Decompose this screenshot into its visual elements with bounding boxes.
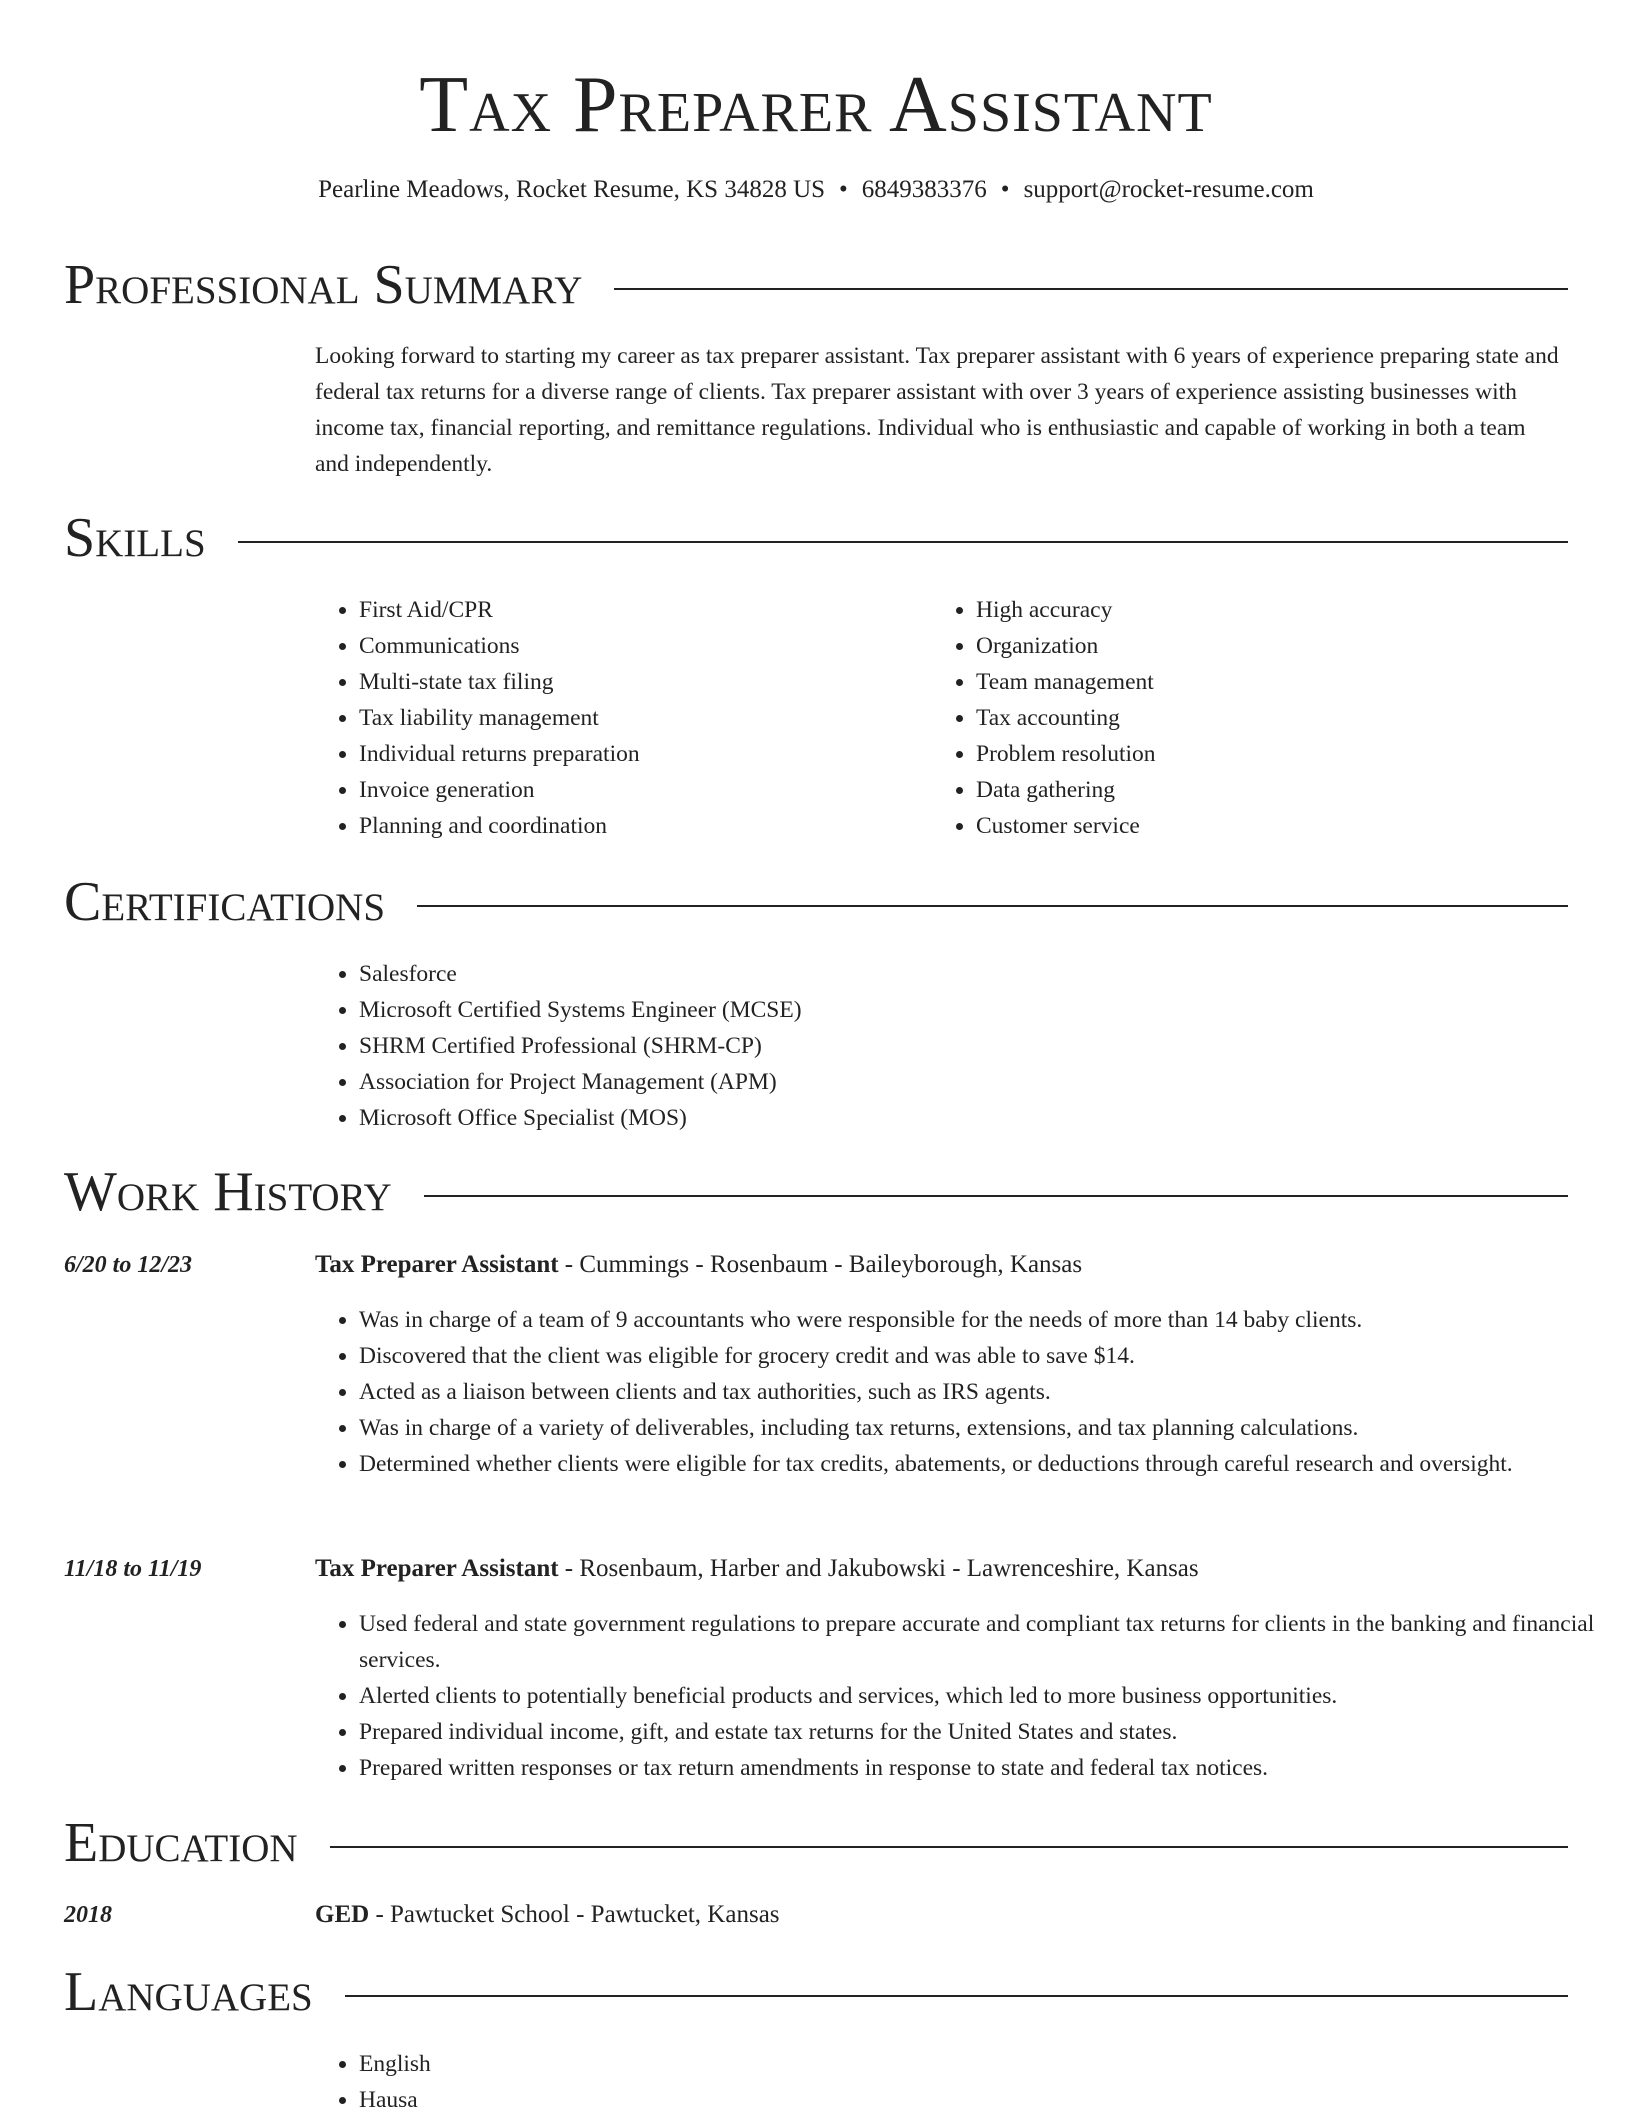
job-bullet: • Determined whether clients were eligible for tax credits, abatements, or deductions through careful research and oversight. xyxy=(359,1446,1609,1482)
job-bullet: • Alerted clients to potentially beneficial products and services, which led to more business opportunities. xyxy=(359,1678,1609,1714)
contact-phone: 6849383376 xyxy=(861,176,987,203)
certifications-list xyxy=(315,956,1259,1136)
summary-text: Looking forward to starting my career as tax preparer assistant. Tax preparer assistant with 6 years of experience preparing state and federal tax returns for a diverse range of clients. Tax preparer assistant with over 3 years of experience assisting businesses with income tax, financial reporting, and remittance regulations. Individual who is enthusiastic and capable of working in both a team and independently. xyxy=(315,343,1559,477)
skill-item: • Customer service xyxy=(976,808,1576,844)
skill-item: • Individual returns preparation xyxy=(359,736,919,772)
section-divider xyxy=(614,288,1568,290)
summary-section-header xyxy=(64,250,1568,320)
job-dates: 11/18 to 11/19 xyxy=(64,1556,202,1582)
job-title-line xyxy=(315,1247,1565,1283)
certification-item: • Microsoft Certified Systems Engineer (MCSE) xyxy=(359,992,1259,1028)
job-bullet: • Prepared written responses or tax return amendments in response to state and federal tax notices. xyxy=(359,1750,1609,1786)
skill-item: • Team management xyxy=(976,664,1576,700)
job-dates: 6/20 to 12/23 xyxy=(64,1252,193,1278)
job-title-line xyxy=(315,1551,1565,1587)
education-line xyxy=(315,1897,1565,1933)
section-title-education: Education xyxy=(64,1812,298,1874)
language-item: • English xyxy=(359,2046,959,2082)
skill-item: • Organization xyxy=(976,628,1576,664)
certification-item: • SHRM Certified Professional (SHRM-CP) xyxy=(359,1028,1259,1064)
contact-email: support@rocket-resume.com xyxy=(1023,176,1314,203)
contact-separator: • xyxy=(1000,176,1010,203)
section-title-work-history: Work History xyxy=(64,1161,392,1223)
skills-list-left xyxy=(315,592,919,844)
certification-item: • Salesforce xyxy=(359,956,1259,992)
skill-item: • Problem resolution xyxy=(976,736,1576,772)
skill-item: • Tax liability management xyxy=(359,700,919,736)
certification-item: • Microsoft Office Specialist (MOS) xyxy=(359,1100,1259,1136)
skill-item: • Data gathering xyxy=(976,772,1576,808)
languages-list xyxy=(315,2046,959,2118)
section-title-certifications: Certifications xyxy=(64,871,386,933)
skill-item: • Planning and coordination xyxy=(359,808,919,844)
section-title-skills: Skills xyxy=(64,507,206,569)
job-employer: - Rosenbaum, Harber and Jakubowski - Lawrenceshire, Kansas xyxy=(558,1555,1199,1582)
section-title-languages: Languages xyxy=(64,1961,313,2023)
job-title: Tax Preparer Assistant xyxy=(315,1555,559,1582)
certification-item: • Association for Project Management (APM) xyxy=(359,1064,1259,1100)
skills-list-right xyxy=(932,592,1576,844)
education-section-header xyxy=(64,1808,1568,1878)
job-bullet: • Prepared individual income, gift, and estate tax returns for the United States and states. xyxy=(359,1714,1609,1750)
certifications-section-header xyxy=(64,867,1568,937)
language-item: • Hausa xyxy=(359,2082,959,2118)
section-divider xyxy=(424,1195,1568,1197)
work-history-section-header xyxy=(64,1157,1568,1227)
contact-separator: • xyxy=(839,176,848,203)
section-divider xyxy=(345,1995,1568,1997)
contact-address: Pearline Meadows, Rocket Resume, KS 34828 US xyxy=(318,176,826,203)
job-bullet: • Was in charge of a team of 9 accountants who were responsible for the needs of more than 14 baby clients. xyxy=(359,1302,1609,1338)
job-bullet: • Discovered that the client was eligible for grocery credit and was able to save $14. xyxy=(359,1338,1609,1374)
candidate-name: Tax Preparer Assistant xyxy=(419,61,1213,149)
job-bullet: • Was in charge of a variety of deliverables, including tax returns, extensions, and tax planning calculations. xyxy=(359,1410,1609,1446)
job-bullets xyxy=(315,1302,1609,1482)
section-divider xyxy=(330,1846,1568,1848)
skill-item: • Invoice generation xyxy=(359,772,919,808)
languages-section-header xyxy=(64,1957,1568,2027)
skill-item: • Tax accounting xyxy=(976,700,1576,736)
job-bullets xyxy=(315,1606,1609,1786)
section-title-summary: Professional Summary xyxy=(64,254,583,316)
job-employer: - Cummings - Rosenbaum - Baileyborough, Kansas xyxy=(558,1251,1083,1278)
skill-item: • First Aid/CPR xyxy=(359,592,919,628)
contact-line xyxy=(0,174,1632,206)
education-school: - Pawtucket School - Pawtucket, Kansas xyxy=(369,1901,780,1928)
education-year: 2018 xyxy=(64,1902,112,1928)
education-degree: GED xyxy=(315,1901,370,1928)
section-divider xyxy=(417,905,1568,907)
job-bullet: • Used federal and state government regulations to prepare accurate and compliant tax returns for clients in the banking and financial services. xyxy=(359,1606,1609,1678)
skills-section-header xyxy=(64,503,1568,573)
section-divider xyxy=(238,541,1568,543)
job-bullet: • Acted as a liaison between clients and tax authorities, such as IRS agents. xyxy=(359,1374,1609,1410)
skill-item: • High accuracy xyxy=(976,592,1576,628)
job-title: Tax Preparer Assistant xyxy=(315,1251,559,1278)
skill-item: • Communications xyxy=(359,628,919,664)
skill-item: • Multi-state tax filing xyxy=(359,664,919,700)
